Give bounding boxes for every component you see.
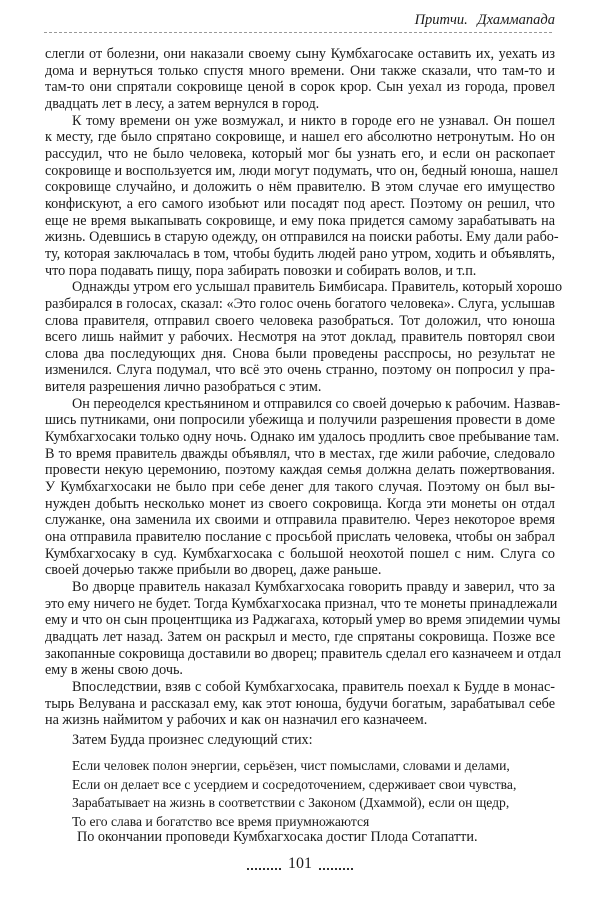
text-line: вителя разрешения лично разобраться с этим. <box>45 379 322 396</box>
text-line: сокровище случайно, и доложить о нём правителю. В этом случае его имущество <box>45 179 555 196</box>
text-line: рассудил, что не было человека, который мог бы узнать его, и если он раскопает <box>45 145 555 162</box>
header-rule <box>44 32 552 33</box>
paragraph <box>45 679 555 729</box>
paragraph <box>45 395 561 579</box>
left-ornament-icon <box>247 858 281 870</box>
text-line: это ему ничего не будет. Тогда Кумбхагхосака признал, что те монеты принадлежали <box>45 595 558 612</box>
text-line: ту, которая заключалась в том, чтобы будить людей рано утром, ходить и объявлять, <box>45 245 555 262</box>
text-line: В то время правитель дважды объявлял, что в местах, где жили рабочие, следовало <box>45 445 555 462</box>
verse-block <box>72 757 516 831</box>
text-line: ему и что он сын процентщика из Раджагаха, который умер во время эпидемии чумы <box>45 612 561 629</box>
text-line: слова два последующих дня. Снова были проведены расспросы, но результат не <box>45 345 555 362</box>
text-line: конфискуют, а его самого изобьют или посадят под арест. Поэтому он решил, что <box>45 195 555 212</box>
verse-line: То его слава и богатство все время приумножаются <box>72 813 370 829</box>
verse-intro: Затем Будда произнес следующий стих: <box>72 732 313 748</box>
page-footer <box>0 855 600 873</box>
text-line: Однажды утром его услышал правитель Бимбисара. Правитель, который хорошо <box>72 279 563 296</box>
text-line: всего лишь наймит у рабочих. Несмотря на этот доклад, правитель повторял свои <box>45 329 555 346</box>
paragraph <box>45 579 562 679</box>
page-number: 101 <box>288 855 312 872</box>
paragraph <box>45 46 555 113</box>
text-line: К тому времени он уже возмужал, и никто в городе его не узнавал. Он пошел <box>72 112 555 129</box>
paragraph <box>45 279 563 396</box>
text-line: закопанные сокровища доставили во дворец; правитель сделал его казначеем и отдал <box>45 645 562 662</box>
verse-line: Зарабатывает на жизнь в соответствии с Законом (Дхаммой), если он щедр, <box>72 795 510 811</box>
text-line: разбирался в голосах, сказал: «Это голос очень богатого человека». Слуга, услышав <box>45 295 555 312</box>
text-line: там-то они спрятали сокровище ценой в сорок крор. Сын уехал из города, провел <box>45 79 555 96</box>
text-line: Во дворце правитель наказал Кумбхагхосака говорить правду и заверил, что за <box>72 579 555 595</box>
paragraph <box>45 112 559 280</box>
text-line: жизнь. Одевшись в старую одежду, он отправился на поиски работы. Ему дали рабо- <box>45 229 559 246</box>
text-line: Он переоделся крестьянином и отправился со своей дочерью к рабочим. Назвав- <box>72 395 561 412</box>
text-line: тырь Велувана и рассказал ему, как этот юноша, будучи богатым, зарабатывал себе <box>45 695 555 712</box>
text-line: слова правителя, отправил своего человека разобраться. Тот доложил, что юноша <box>45 312 555 329</box>
verse-line: Если человек полон энергии, серьёзен, чист помыслами, словами и делами, <box>72 758 510 773</box>
body-text <box>45 46 563 729</box>
text-line: ему в жены свою дочь. <box>45 662 183 679</box>
text-line: Кумбхагхосаку в суд. Кумбхагхосака с большой неохотой пошел с ним. Слуга со <box>45 545 555 562</box>
text-line: слегли от болезни, они наказали своему сыну Кумбхагосаке оставить их, уехать из <box>45 46 555 62</box>
text-line: на жизнь наймитом у рабочих и как он назначил его казначеем. <box>45 712 428 729</box>
text-line: она отправила правителю послание с просьбой прислать человека, чтобы он забрал <box>45 529 555 546</box>
verse-line: Если он делает все с усердием и сосредоточением, сдерживает свои чувства, <box>72 776 517 792</box>
running-header: Притчи. Дхаммапада <box>414 12 555 28</box>
text-line: сокровище и воспользуется им, люди могут подумать, что он, бедный юноша, нашел <box>45 162 558 179</box>
right-ornament-icon <box>319 858 353 870</box>
text-line: провести некую церемонию, поэтому каждая семья должна делать пожертвования. <box>45 462 555 479</box>
closing-line: По окончании проповеди Кумбхагхосака достиг Плода Сотапатти. <box>77 829 478 845</box>
text-line: своей дочерью также прибыли во дворец, даже раньше. <box>45 562 382 579</box>
text-line: нужден добыть несколько монет из своего сокровища. Когда эти монеты он отдал <box>45 495 555 512</box>
text-line: что пора подавать пищу, пора забирать повозки и собирать волов, и т.п. <box>45 262 477 279</box>
text-line: Впоследствии, взяв с собой Кумбхагхосака, правитель поехал к Будде в монас- <box>72 678 555 695</box>
text-line: двадцать лет в лесу, а затем вернулся в город. <box>45 95 320 112</box>
text-line: изменился. Слуга подумал, что всё это очень странно, поэтому он попросил у пра- <box>45 362 555 379</box>
text-line: двадцать лет назад. Затем он раскрыл и место, где спрятаны сокровища. Позже все <box>45 628 555 645</box>
text-line: служанке, она заменила их своими и отправила правителю. Через некоторое время <box>45 512 555 529</box>
text-line: еще не время выкапывать сокровище, и ему пока придется самому зарабатывать на <box>45 212 555 229</box>
text-line: У Кумбхагхосаки не было при себе денег для такого случая. Поэтому он был вы- <box>45 479 555 496</box>
text-line: Кумбхагхосаки только одну ночь. Однако им удалось продлить свое пребывание там. <box>45 429 560 446</box>
text-line: к месту, где было спрятано сокровище, и нашел его абсолютно нетронутым. Но он <box>45 129 555 146</box>
text-line: шись путниками, они попросили убежища и получили разрешения провести в доме <box>45 412 555 429</box>
text-line: дома и вернуться только спустя много времени. Они также сказали, что там-то и <box>45 62 555 79</box>
